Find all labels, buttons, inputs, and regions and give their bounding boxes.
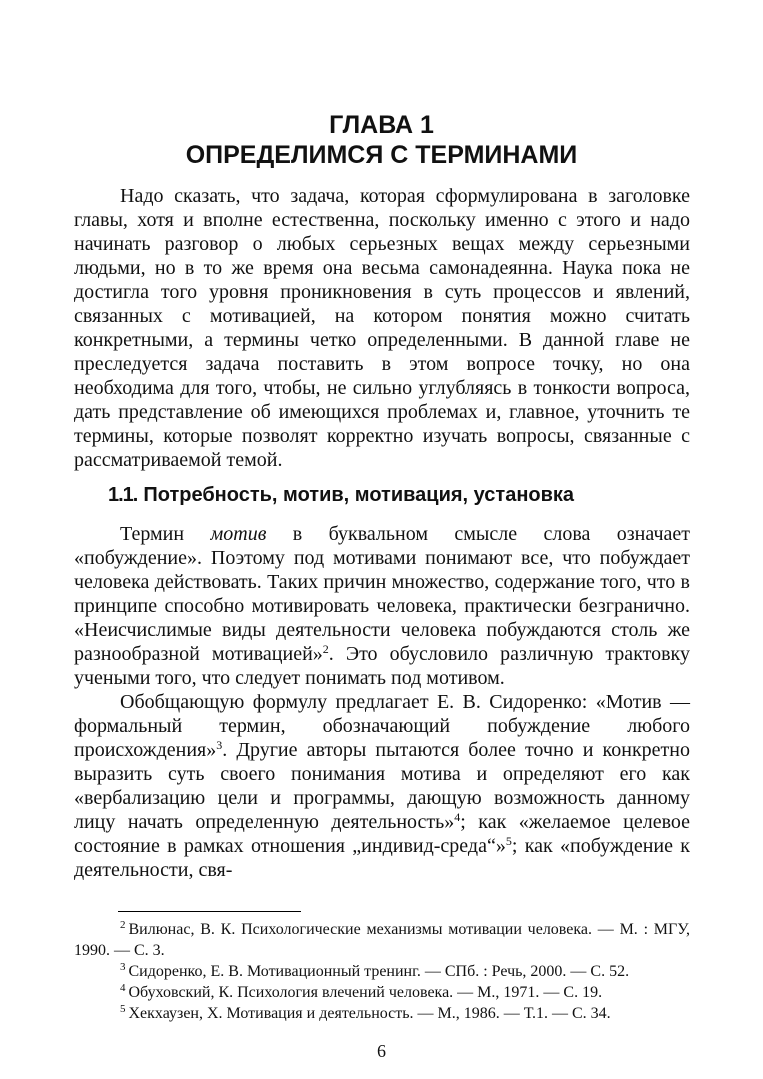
footnote-text: Вилюнас, В. К. Психологические механизмы мотивации человека. — М. : МГУ, 1990. — С. 3. bbox=[74, 921, 690, 959]
intro-text: Надо сказать, что задача, которая сформулирована в заголовке главы, хотя и вполне естественна, поскольку именно с этого и надо начинать разговор о любых серьезных вещах между серьезными людьми, но в то же время она весьма самонадеянна. Наука пока не достигла того уровня проникновения в суть процессов и явлений, связанных с мотивацией, на котором понятия можно считать конкретными, а термины четко определенными. В данной главе не преследуется задача поставить в этом вопросе точку, но она необходима для того, чтобы, не сильно углубляясь в тонкости вопроса, дать представление об имеющихся проблемах и, главное, уточнить те термины, которые позволят корректно изучать вопросы, связанные с рассматриваемой темой. bbox=[74, 185, 690, 471]
footnotes bbox=[74, 919, 690, 1024]
footnote-number: 3 bbox=[120, 961, 126, 973]
italic-term: мотив bbox=[210, 523, 267, 545]
footnote-divider bbox=[118, 911, 301, 912]
text-run: . Другие авторы пытаются более точно и конкретно выразить суть своего понимания мотива и определяют его как «вербализацию цели и программы, дающую возможность данному лицу начать определенную деятельность» bbox=[74, 739, 690, 833]
section-heading bbox=[108, 482, 708, 508]
section-title: Потребность, мотив, мотивация, установка bbox=[143, 484, 575, 506]
footnote-text: Сидоренко, Е. В. Мотивационный тренинг. — СПб. : Речь, 2000. — С. 52. bbox=[128, 963, 630, 980]
footnote bbox=[74, 982, 690, 1003]
page-number: 6 bbox=[377, 1041, 386, 1061]
text-run: Термин bbox=[120, 523, 211, 545]
text-run: ; как «желаемое целевое состояние в рамках отношения „индивид-среда“» bbox=[74, 811, 690, 857]
text-run: Обобщающую формулу предлагает Е. В. Сидоренко: «Мотив — формальный термин, обозначающий побуждение любого происхождения» bbox=[74, 691, 690, 761]
footnote-number: 4 bbox=[120, 982, 126, 994]
footnote bbox=[74, 961, 690, 982]
footnote-text: Хекхаузен, Х. Мотивация и деятельность. — М., 1986. — Т.1. — С. 34. bbox=[128, 1005, 611, 1022]
chapter-title: ОПРЕДЕЛИМСЯ С ТЕРМИНАМИ bbox=[185, 141, 578, 169]
footnote-ref: 5 bbox=[505, 834, 512, 848]
footnote-ref: 2 bbox=[322, 642, 329, 656]
section-number: 1.1. bbox=[108, 484, 138, 506]
chapter-label: ГЛАВА 1 bbox=[329, 111, 434, 139]
footnote bbox=[74, 919, 690, 961]
intro-paragraph bbox=[74, 184, 690, 472]
footnote-number: 2 bbox=[120, 919, 126, 931]
paragraph-sidorenko bbox=[74, 690, 690, 882]
text-run: в буквальном смысле слова означает «побуждение». Поэтому под мотивами понимают все, что побуждает человека действовать. Таких причин множество, содержание того, что в принципе способно мотивировать человека, практически безгранично. «Неисчислимые виды деятельности человека побуждаются столь же разнообразной мотивацией» bbox=[74, 523, 691, 665]
paragraph-motive-definition bbox=[74, 522, 690, 690]
footnote-ref: 4 bbox=[454, 810, 461, 824]
footnote-ref: 3 bbox=[216, 738, 223, 752]
text-run: . Это обусловило различную трактовку учеными того, что следует понимать под мотивом. bbox=[74, 643, 690, 689]
footnote-number: 5 bbox=[120, 1003, 126, 1015]
footnote bbox=[74, 1003, 690, 1024]
text-run: ; как «побуждение к деятельности, свя- bbox=[74, 835, 690, 881]
footnote-text: Обуховский, К. Психология влечений человека. — М., 1971. — С. 19. bbox=[128, 984, 603, 1001]
body-text bbox=[74, 522, 690, 882]
